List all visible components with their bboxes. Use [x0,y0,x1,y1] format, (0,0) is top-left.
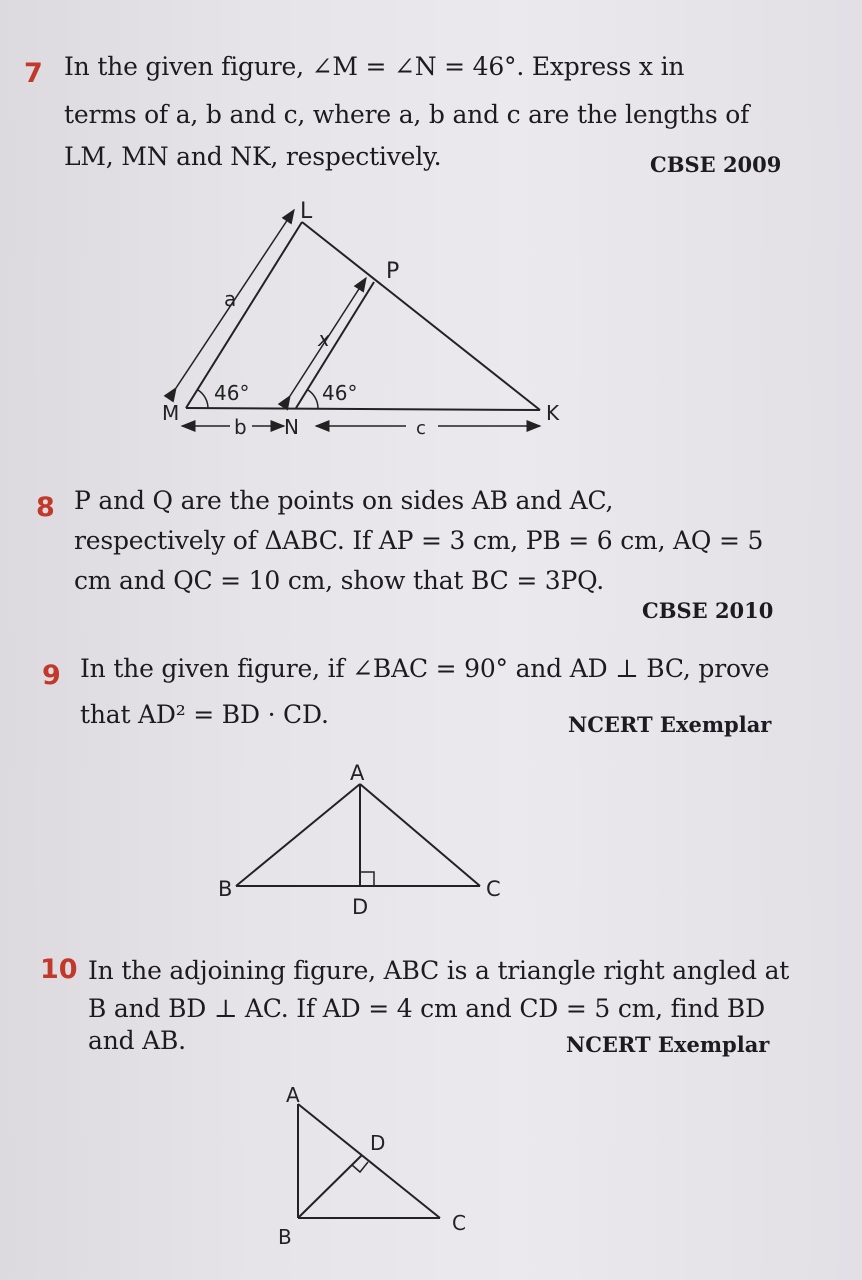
q8-line-2: respectively of ΔABC. If AP = 3 cm, PB = 6 cm, AQ = 5 [74,526,764,555]
fig7-side-b: b [234,415,247,439]
fig10-vertex-d: D [370,1131,386,1155]
q9-line-1: In the given figure, if ∠BAC = 90° and AD ⊥ BC, prove [80,654,770,683]
fig9-vertex-a: A [350,761,365,785]
fig10-vertex-c: C [452,1211,466,1235]
fig9-vertex-b: B [218,877,233,901]
fig7-angle-n: 46° [322,381,358,405]
fig10-vertex-b: B [278,1225,292,1249]
q10-source: NCERT Exemplar [566,1032,770,1057]
fig7-side-c: c [416,418,426,439]
figure-q7 [162,199,560,439]
fig7-vertex-m: M [162,401,180,425]
q9-source: NCERT Exemplar [568,712,772,737]
q9-line-2: that AD² = BD · CD. [80,700,329,729]
fig7-angle-m: 46° [214,381,250,405]
q8-line-1: P and Q are the points on sides AB and AC, [74,486,614,515]
question-number-7: 7 [24,58,43,89]
q7-source: CBSE 2009 [650,152,782,177]
figure-q10 [278,1083,466,1249]
question-number-8: 8 [36,492,55,523]
q10-line-2: B and BD ⊥ AC. If AD = 4 cm and CD = 5 cm, find BD [88,994,765,1023]
fig7-vertex-p: P [386,259,400,284]
fig9-vertex-c: C [486,877,501,901]
q10-line-3: and AB. [88,1026,186,1055]
figure-q9 [218,761,501,919]
fig7-vertex-l: L [300,199,313,224]
fig7-side-a: a [224,287,237,311]
fig10-vertex-a: A [286,1083,300,1107]
q10-line-1: In the adjoining figure, ABC is a triangle right angled at [88,956,790,985]
question-number-10: 10 [40,954,78,985]
q8-source: CBSE 2010 [642,598,774,623]
fig7-vertex-k: K [546,401,560,425]
fig7-side-x: x [318,327,330,351]
q7-line-3: LM, MN and NK, respectively. [64,142,442,171]
q7-line-2: terms of a, b and c, where a, b and c are the lengths of [64,100,750,129]
question-number-9: 9 [42,660,61,691]
fig7-vertex-n: N [284,415,299,439]
q8-line-3: cm and QC = 10 cm, show that BC = 3PQ. [74,566,604,595]
fig9-vertex-d: D [352,895,369,919]
q7-line-1: In the given figure, ∠M = ∠N = 46°. Express x in [64,52,685,81]
